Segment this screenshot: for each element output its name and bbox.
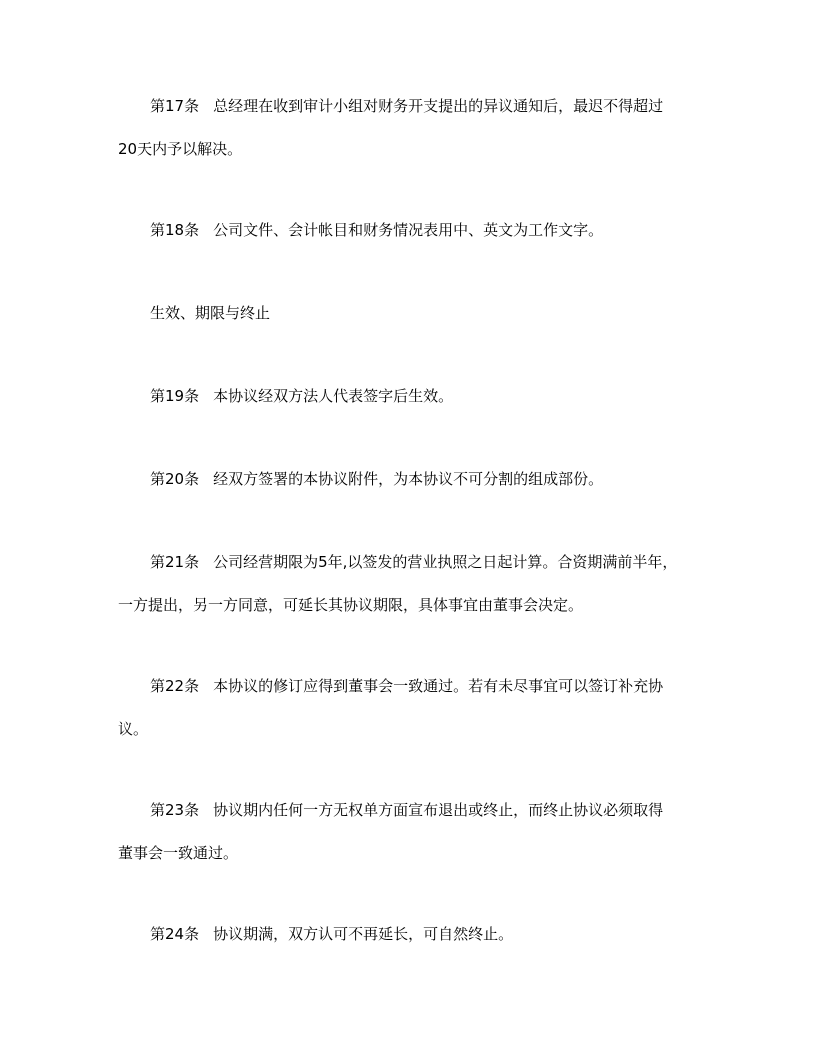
article-21-number: 第21条 — [150, 553, 200, 571]
article-21-line2: 一方提出，另一方同意，可延长其协议期限，具体事宜由董事会决定。 — [118, 596, 584, 614]
article-18-number: 第18条 — [150, 221, 200, 239]
article-20 — [118, 458, 698, 501]
section-heading: 生效、期限与终止 — [150, 304, 271, 322]
article-19 — [118, 375, 698, 418]
article-18-text: 公司文件、会计帐目和财务情况表用中、英文为工作文字。 — [213, 221, 604, 239]
article-24 — [118, 913, 698, 956]
article-18 — [118, 209, 698, 252]
article-20-text: 经双方签署的本协议附件，为本协议不可分割的组成部份。 — [213, 470, 604, 488]
article-22 — [118, 665, 698, 751]
article-19-text: 本协议经双方法人代表签字后生效。 — [213, 387, 454, 405]
article-17-number: 第17条 — [150, 97, 200, 115]
article-17-text: 总经理在收到审计小组对财务开支提出的异议通知后，最迟不得超过 — [213, 97, 664, 115]
article-22-text: 本协议的修订应得到董事会一致通过。若有未尽事宜可以签订补充协 — [213, 677, 664, 695]
article-21-line1 — [118, 541, 698, 584]
article-23-line2: 董事会一致通过。 — [118, 844, 239, 862]
article-24-number: 第24条 — [150, 925, 200, 943]
article-17-line1 — [118, 85, 698, 128]
article-17 — [118, 85, 698, 171]
article-19-number: 第19条 — [150, 387, 200, 405]
article-24-line1 — [118, 913, 698, 956]
article-19-line1 — [118, 375, 698, 418]
article-20-line1 — [118, 458, 698, 501]
article-20-number: 第20条 — [150, 470, 200, 488]
article-22-line2: 议。 — [118, 720, 149, 738]
article-23-text: 协议期内任何一方无权单方面宣布退出或终止，而终止协议必须取得 — [213, 801, 664, 819]
article-22-line1 — [118, 665, 698, 708]
article-23 — [118, 789, 698, 875]
article-18-line1 — [118, 209, 698, 252]
article-22-number: 第22条 — [150, 677, 200, 695]
article-21-text: 公司经营期限为5年,以签发的营业执照之日起计算。合资期满前半年， — [213, 553, 678, 571]
article-23-line1 — [118, 789, 698, 832]
article-24-text: 协议期满，双方认可不再延长，可自然终止。 — [213, 925, 514, 943]
article-23-number: 第23条 — [150, 801, 200, 819]
article-21 — [118, 541, 698, 627]
article-17-line2: 20天内予以解决。 — [118, 140, 243, 158]
